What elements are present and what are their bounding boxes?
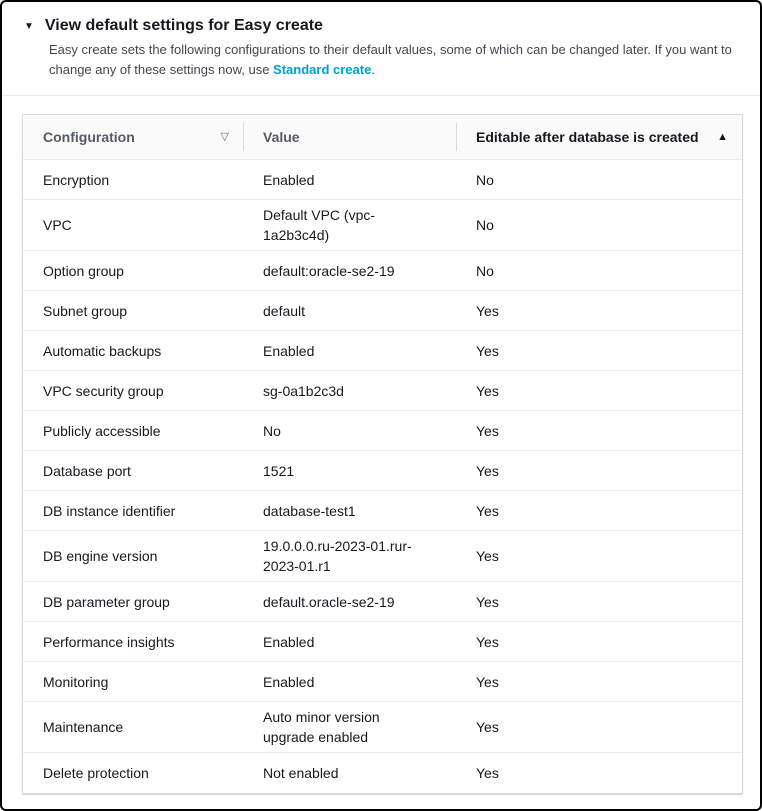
editable-cell xyxy=(456,758,742,788)
config-cell-text: Subnet group xyxy=(43,302,128,319)
section-description xyxy=(49,40,736,80)
value-cell-text: Default VPC (vpc-1a2b3c4d) xyxy=(263,207,376,243)
sort-descending-outline-icon[interactable]: ▽ xyxy=(220,130,229,143)
editable-cell xyxy=(456,541,742,571)
configuration-cell xyxy=(23,210,243,240)
configuration-cell xyxy=(23,336,243,366)
table-row xyxy=(23,622,742,662)
config-cell-text: Option group xyxy=(43,262,124,279)
value-cell xyxy=(243,702,456,752)
value-cell xyxy=(243,296,456,326)
configuration-cell xyxy=(23,376,243,406)
column-header-value[interactable] xyxy=(243,115,456,159)
value-cell xyxy=(243,531,456,581)
config-cell-text: VPC security group xyxy=(43,382,164,399)
editable-cell xyxy=(456,712,742,742)
description-text-before-link: Easy create sets the following configurations to their default values, some of which can be changed later. If you want to change any of these settings now, use xyxy=(49,42,732,77)
column-header-label: Value xyxy=(263,129,300,145)
table-row xyxy=(23,200,742,251)
value-cell xyxy=(243,496,456,526)
editable-cell-text: Yes xyxy=(476,422,499,439)
editable-cell-text: Yes xyxy=(476,382,499,399)
table-header-row xyxy=(23,115,742,160)
configuration-cell xyxy=(23,256,243,286)
configuration-cell xyxy=(23,456,243,486)
editable-cell xyxy=(456,587,742,617)
editable-cell xyxy=(456,496,742,526)
editable-cell xyxy=(456,667,742,697)
value-cell xyxy=(243,587,456,617)
table-row xyxy=(23,582,742,622)
value-cell xyxy=(243,627,456,657)
config-cell-text: Automatic backups xyxy=(43,342,162,359)
value-cell-text: database-test1 xyxy=(263,502,356,519)
editable-cell-text: Yes xyxy=(476,673,499,690)
editable-cell-text: Yes xyxy=(476,302,499,319)
column-header-configuration[interactable] xyxy=(23,115,243,159)
value-cell-text: default xyxy=(263,302,306,319)
table-row xyxy=(23,160,742,200)
value-cell-text: Enabled xyxy=(263,171,315,188)
table-body xyxy=(23,160,742,793)
value-cell xyxy=(243,758,456,788)
table-row xyxy=(23,371,742,411)
config-cell-text: Delete protection xyxy=(43,765,149,781)
configuration-cell xyxy=(23,496,243,526)
value-cell-text: Enabled xyxy=(263,673,315,690)
config-cell-text: Publicly accessible xyxy=(43,422,161,439)
configuration-cell xyxy=(23,165,243,195)
value-cell-text: default.oracle-se2-19 xyxy=(263,593,395,610)
value-cell xyxy=(243,165,456,195)
easy-create-settings-section xyxy=(2,2,760,96)
editable-cell xyxy=(456,165,742,195)
editable-cell-text: No xyxy=(476,171,494,188)
value-cell xyxy=(243,376,456,406)
editable-cell xyxy=(456,627,742,657)
column-header-label: Configuration xyxy=(43,129,135,145)
configuration-cell xyxy=(23,587,243,617)
value-cell xyxy=(243,336,456,366)
description-text-after-link: . xyxy=(371,62,375,77)
value-cell-text: Not enabled xyxy=(263,765,339,781)
config-cell-text: Monitoring xyxy=(43,673,109,690)
standard-create-link[interactable]: Standard create xyxy=(273,62,372,77)
config-cell-text: DB parameter group xyxy=(43,593,170,610)
config-cell-text: Performance insights xyxy=(43,633,175,650)
editable-cell-text: No xyxy=(476,217,494,233)
value-cell xyxy=(243,416,456,446)
value-cell-text: Enabled xyxy=(263,633,315,650)
section-title: View default settings for Easy create xyxy=(44,17,323,34)
editable-cell xyxy=(456,296,742,326)
editable-cell-text: Yes xyxy=(476,462,499,479)
editable-cell-text: Yes xyxy=(476,719,499,735)
configuration-cell xyxy=(23,667,243,697)
editable-cell-text: No xyxy=(476,262,494,279)
value-cell xyxy=(243,200,456,250)
configuration-cell xyxy=(23,416,243,446)
value-cell-text: No xyxy=(263,422,281,439)
editable-cell xyxy=(456,210,742,240)
value-cell-text: sg-0a1b2c3d xyxy=(263,382,344,399)
value-cell-text: Auto minor version upgrade enabled xyxy=(263,709,380,745)
table-row xyxy=(23,251,742,291)
configuration-cell xyxy=(23,541,243,571)
default-settings-table xyxy=(22,114,743,794)
config-cell-text: Encryption xyxy=(43,171,110,188)
configuration-cell xyxy=(23,296,243,326)
table-row xyxy=(23,291,742,331)
editable-cell xyxy=(456,256,742,286)
value-cell xyxy=(243,456,456,486)
column-header-editable[interactable] xyxy=(456,115,742,159)
table-row xyxy=(23,491,742,531)
editable-cell xyxy=(456,456,742,486)
table-row xyxy=(23,702,742,753)
table-row xyxy=(23,531,742,582)
editable-cell xyxy=(456,376,742,406)
table-row xyxy=(23,451,742,491)
configuration-cell xyxy=(23,758,243,788)
section-expander-toggle[interactable] xyxy=(24,17,736,35)
value-cell-text: 1521 xyxy=(263,462,295,479)
table-row xyxy=(23,662,742,702)
editable-cell xyxy=(456,336,742,366)
value-cell xyxy=(243,256,456,286)
editable-cell-text: Yes xyxy=(476,548,499,564)
config-cell-text: VPC xyxy=(43,217,72,233)
config-cell-text: DB instance identifier xyxy=(43,502,176,519)
caret-down-icon: ▼ xyxy=(24,21,34,32)
value-cell-text: 19.0.0.0.ru-2023-01.rur-2023-01.r1 xyxy=(263,538,412,574)
value-cell-text: default:oracle-se2-19 xyxy=(263,262,395,279)
editable-cell xyxy=(456,416,742,446)
editable-cell-text: Yes xyxy=(476,593,499,610)
editable-cell-text: Yes xyxy=(476,342,499,359)
configuration-cell xyxy=(23,712,243,742)
editable-cell-text: Yes xyxy=(476,502,499,519)
column-header-label: Editable after database is created xyxy=(476,129,699,145)
configuration-cell xyxy=(23,627,243,657)
config-cell-text: Database port xyxy=(43,462,131,479)
table-row xyxy=(23,331,742,371)
editable-cell-text: Yes xyxy=(476,633,499,650)
table-row xyxy=(23,753,742,793)
table-row xyxy=(23,411,742,451)
config-cell-text: DB engine version xyxy=(43,548,158,564)
config-cell-text: Maintenance xyxy=(43,719,124,735)
sort-ascending-icon[interactable]: ▲ xyxy=(717,130,728,143)
editable-cell-text: Yes xyxy=(476,765,499,781)
value-cell xyxy=(243,667,456,697)
value-cell-text: Enabled xyxy=(263,342,315,359)
